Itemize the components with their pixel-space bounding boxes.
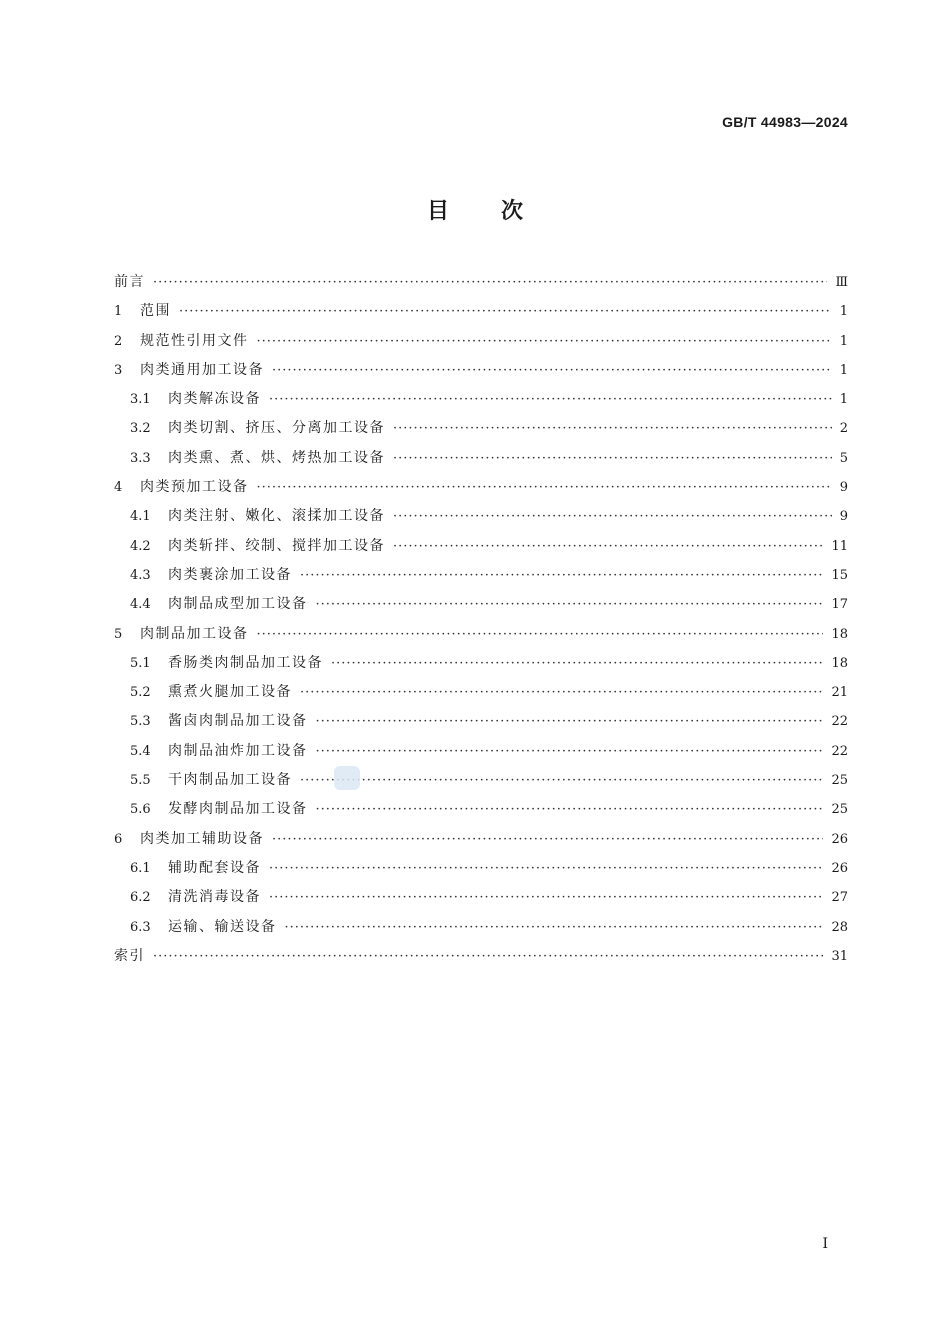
toc-entry-number: 5.5 <box>130 773 151 789</box>
toc-entry-title: 辅助配套设备 <box>168 859 261 876</box>
toc-entry-number: 4.1 <box>130 509 151 525</box>
toc-entry-page: 5 <box>839 450 848 466</box>
toc-entry-title: 熏煮火腿加工设备 <box>168 684 292 701</box>
toc-entry-title: 肉制品成型加工设备 <box>168 596 308 613</box>
toc-entry-page: 18 <box>831 626 848 642</box>
toc-leader-dots <box>179 297 832 326</box>
toc-entry-title: 肉类裹涂加工设备 <box>168 566 292 583</box>
toc-leader-dots <box>269 883 823 912</box>
toc-leader-dots <box>257 620 824 649</box>
toc-leader-dots <box>257 327 832 356</box>
toc-entry-title: 肉类注射、嫩化、滚揉加工设备 <box>168 508 385 525</box>
toc-entry-page: 22 <box>831 743 848 759</box>
standard-code: GB/T 44983—2024 <box>722 114 848 130</box>
toc-entry-page: 17 <box>831 597 848 613</box>
toc-entry[interactable] <box>114 327 848 356</box>
toc-entry[interactable] <box>114 913 848 942</box>
toc-leader-dots <box>316 707 824 736</box>
toc-entry-title: 发酵肉制品加工设备 <box>168 801 308 818</box>
toc-entry[interactable] <box>114 854 848 883</box>
toc-entry-title: 肉类切割、挤压、分离加工设备 <box>168 420 385 437</box>
toc-entry-page: 11 <box>831 538 848 554</box>
toc-entry-title: 香肠类肉制品加工设备 <box>168 654 323 671</box>
table-of-contents <box>114 268 848 971</box>
toc-entry[interactable] <box>114 356 848 385</box>
toc-entry-page: 22 <box>831 714 848 730</box>
toc-entry-number: 3.2 <box>130 421 151 437</box>
toc-entry[interactable] <box>114 707 848 736</box>
toc-entry-title: 肉类加工辅助设备 <box>140 830 264 847</box>
toc-entry-page: 21 <box>831 685 848 701</box>
toc-leader-dots <box>257 473 832 502</box>
toc-entry-number: 4.3 <box>130 567 151 583</box>
toc-entry-title: 肉类通用加工设备 <box>140 361 264 378</box>
toc-entry[interactable] <box>114 678 848 707</box>
toc-entry-page: 27 <box>831 890 848 906</box>
toc-leader-dots <box>153 942 823 971</box>
toc-entry-number: 3.1 <box>130 392 151 408</box>
toc-entry-title: 肉类解冻设备 <box>168 391 261 408</box>
toc-entry-title: 范围 <box>140 303 171 320</box>
toc-entry-number: 4.2 <box>130 538 151 554</box>
toc-entry-page: 28 <box>831 919 848 935</box>
toc-entry-title: 肉类预加工设备 <box>140 479 249 496</box>
toc-entry[interactable] <box>114 532 848 561</box>
toc-entry[interactable] <box>114 737 848 766</box>
toc-entry-number: 6 <box>114 831 123 847</box>
toc-entry-page: 9 <box>839 480 848 496</box>
toc-entry-title: 索引 <box>114 947 145 964</box>
toc-entry[interactable] <box>114 590 848 619</box>
toc-leader-dots <box>316 737 824 766</box>
toc-leader-dots <box>285 913 824 942</box>
toc-entry-number: 5.3 <box>130 714 151 730</box>
toc-entry[interactable] <box>114 766 848 795</box>
toc-entry[interactable] <box>114 502 848 531</box>
toc-entry-number: 5.6 <box>130 802 151 818</box>
toc-entry-number: 5.2 <box>130 685 151 701</box>
toc-entry[interactable] <box>114 795 848 824</box>
page-number: I <box>822 1236 828 1252</box>
toc-entry-page: 31 <box>831 948 848 964</box>
toc-entry-number: 4 <box>114 480 123 496</box>
toc-leader-dots <box>393 444 832 473</box>
toc-leader-dots <box>300 678 823 707</box>
toc-entry[interactable] <box>114 620 848 649</box>
toc-entry-title: 干肉制品加工设备 <box>168 772 292 789</box>
toc-entry-title: 肉制品加工设备 <box>140 625 249 642</box>
toc-entry[interactable] <box>114 883 848 912</box>
toc-entry-page: 18 <box>831 655 848 671</box>
toc-leader-dots <box>331 649 823 678</box>
toc-leader-dots <box>393 532 823 561</box>
toc-entry-title: 前言 <box>114 274 145 290</box>
toc-entry[interactable] <box>114 444 848 473</box>
toc-leader-dots <box>269 854 823 883</box>
page-title: 目次 <box>426 199 575 224</box>
toc-entry-page: 1 <box>839 304 848 320</box>
toc-entry-page: 1 <box>839 333 848 349</box>
toc-entry-page: 26 <box>831 831 848 847</box>
toc-leader-dots <box>393 502 832 531</box>
toc-entry-page: 25 <box>831 773 848 789</box>
toc-entry[interactable] <box>114 942 848 971</box>
toc-leader-dots <box>153 268 827 297</box>
toc-entry-number: 1 <box>114 304 123 320</box>
toc-entry[interactable] <box>114 297 848 326</box>
toc-leader-dots <box>272 825 823 854</box>
toc-entry[interactable] <box>114 385 848 414</box>
toc-entry-number: 5.1 <box>130 655 151 671</box>
toc-entry-page: 2 <box>839 421 848 437</box>
toc-entry-title: 肉类熏、煮、烘、烤热加工设备 <box>168 449 385 466</box>
toc-entry-number: 5 <box>114 626 123 642</box>
toc-entry-number: 6.2 <box>130 890 151 906</box>
toc-entry-number: 6.1 <box>130 860 151 876</box>
toc-entry[interactable] <box>114 268 848 297</box>
toc-entry-page: 15 <box>831 567 848 583</box>
toc-entry-page: 25 <box>831 802 848 818</box>
toc-entry-title: 肉类斩拌、绞制、搅拌加工设备 <box>168 537 385 554</box>
toc-entry[interactable] <box>114 561 848 590</box>
toc-entry-page: 1 <box>839 362 848 378</box>
toc-entry-title: 运输、输送设备 <box>168 918 277 935</box>
toc-entry-number: 5.4 <box>130 743 151 759</box>
toc-entry-title: 规范性引用文件 <box>140 332 249 349</box>
toc-entry-title: 肉制品油炸加工设备 <box>168 742 308 759</box>
toc-entry[interactable] <box>114 825 848 854</box>
toc-entry[interactable] <box>114 473 848 502</box>
toc-leader-dots <box>269 385 832 414</box>
toc-entry-number: 3.3 <box>130 450 151 466</box>
toc-entry-number: 6.3 <box>130 919 151 935</box>
toc-leader-dots <box>316 795 824 824</box>
toc-entry-title: 酱卤肉制品加工设备 <box>168 713 308 730</box>
toc-leader-dots <box>316 590 824 619</box>
toc-entry-page: 9 <box>839 509 848 525</box>
watermark-logo <box>334 766 360 790</box>
toc-entry-page: 1 <box>839 392 848 408</box>
toc-leader-dots <box>300 766 823 795</box>
toc-entry[interactable] <box>114 414 848 443</box>
toc-entry-number: 4.4 <box>130 597 151 613</box>
toc-leader-dots <box>272 356 832 385</box>
toc-entry-page: Ⅲ <box>835 275 848 290</box>
toc-leader-dots <box>300 561 823 590</box>
toc-entry-title: 清洗消毒设备 <box>168 889 261 906</box>
toc-leader-dots <box>393 414 832 443</box>
toc-entry-number: 3 <box>114 362 123 378</box>
toc-entry-page: 26 <box>831 860 848 876</box>
toc-entry[interactable] <box>114 649 848 678</box>
toc-entry-number: 2 <box>114 333 123 349</box>
